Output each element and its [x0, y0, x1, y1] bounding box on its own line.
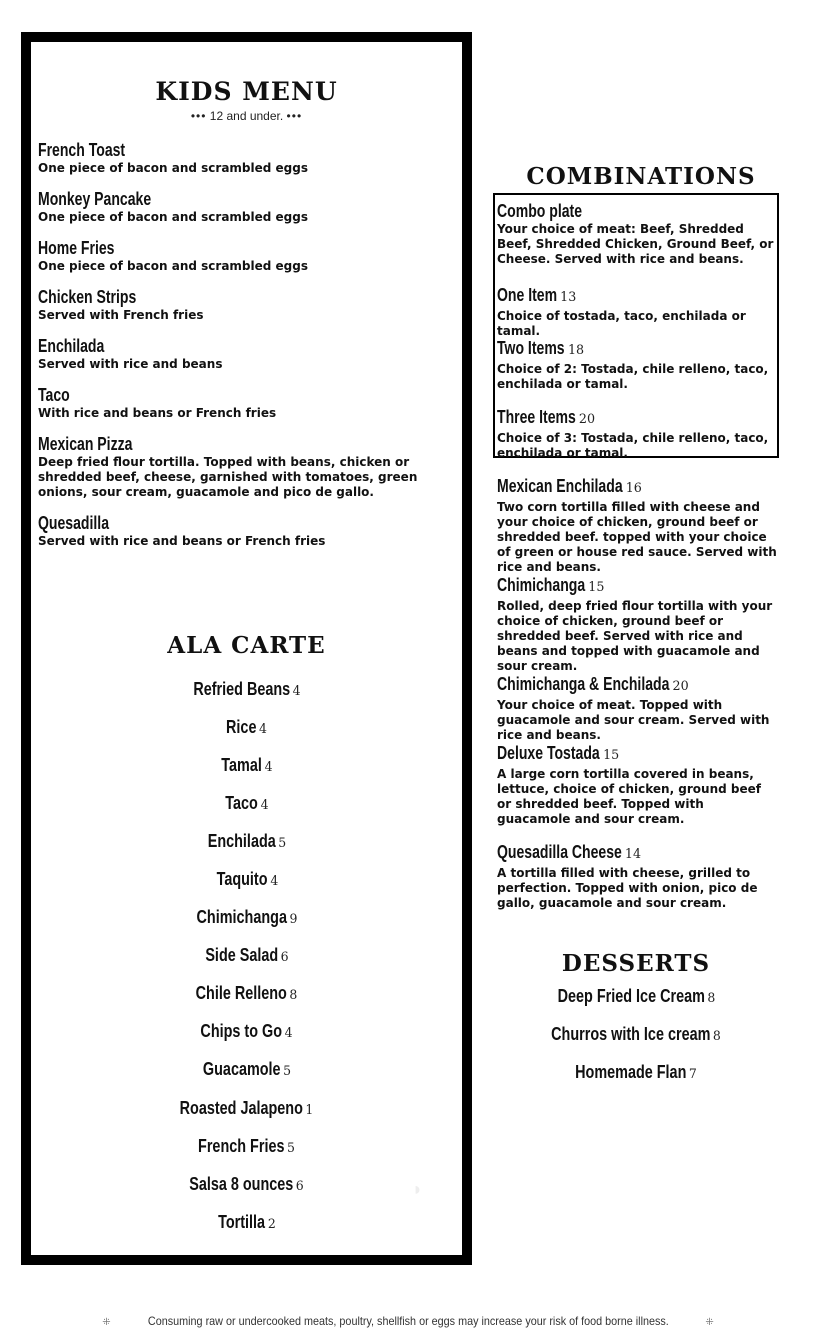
- dots-ornament-icon: •••: [190, 109, 207, 123]
- item-price: 18: [567, 343, 584, 358]
- age-note: 12 and under.: [209, 109, 284, 123]
- menu-item: [38, 384, 452, 421]
- item-price: 4: [259, 721, 268, 737]
- item-description: With rice and beans or French fries: [38, 406, 277, 420]
- item-price: 15: [602, 748, 619, 763]
- item-name: Rice: [226, 716, 257, 737]
- menu-item: [38, 335, 452, 372]
- item-name: Enchilada: [38, 336, 105, 356]
- menu-item: [496, 1015, 776, 1053]
- item-description: Your choice of meat: Beef, Shredded Beef, Shredded Chicken, Ground Beef, or Cheese. Served with rice and beans.: [497, 222, 774, 266]
- watermark-icon: ◗: [412, 1179, 423, 1199]
- item-name: Refried Beans: [193, 678, 290, 699]
- item-name: Churros with Ice cream: [551, 1023, 711, 1044]
- item-name: Enchilada: [207, 830, 276, 851]
- kids-menu-title: KIDS MENU: [155, 77, 338, 106]
- menu-item: [31, 1089, 462, 1127]
- item-price: 4: [260, 797, 269, 813]
- item-name: Chimichanga & Enchilada 20: [497, 673, 715, 698]
- ornament-right-icon: ⁜: [705, 1317, 714, 1328]
- menu-item: [497, 841, 777, 911]
- menu-item: [31, 937, 462, 975]
- item-price: 4: [269, 874, 278, 890]
- menu-item: [496, 977, 776, 1015]
- item-name: Salsa 8 ounces: [189, 1173, 294, 1194]
- menu-item: [497, 673, 777, 743]
- item-price: 1: [305, 1102, 314, 1118]
- item-description: One piece of bacon and scrambled eggs: [38, 161, 308, 175]
- menu-item: [31, 1165, 462, 1203]
- item-name: Three Items 20: [497, 406, 715, 431]
- menu-item: [31, 899, 462, 937]
- menu-item: [31, 1051, 462, 1089]
- item-name: Combo plate: [497, 201, 583, 221]
- desserts-title: DESSERTS: [561, 950, 711, 977]
- menu-item: [38, 433, 452, 500]
- item-name: Guacamole: [202, 1059, 281, 1080]
- item-name: Chicken Strips: [38, 287, 137, 307]
- menu-item: [38, 188, 452, 225]
- menu-item: [38, 512, 452, 549]
- item-price: 7: [689, 1066, 698, 1082]
- menu-item: [497, 406, 777, 461]
- ala-carte-title: ALA CARTE: [167, 632, 326, 659]
- menu-item: [497, 337, 777, 392]
- item-price: 4: [292, 683, 301, 699]
- menu-item: [31, 746, 462, 784]
- item-name: Quesadilla: [38, 513, 110, 533]
- item-description: Choice of tostada, taco, enchilada or tamal.: [497, 309, 746, 338]
- item-price: 15: [588, 580, 605, 595]
- item-price: 2: [267, 1216, 276, 1232]
- desserts-list: [496, 977, 776, 1091]
- kids-menu-list: [38, 139, 452, 561]
- item-price: 8: [707, 990, 716, 1006]
- item-price: 20: [672, 679, 689, 694]
- item-name: Tamal: [221, 754, 262, 775]
- item-price: 4: [284, 1026, 293, 1042]
- item-description: A tortilla filled with cheese, grilled to perfection. Topped with onion, pico de gallo, guacamole and sour cream.: [497, 866, 758, 910]
- ornament-left-icon: ⁜: [102, 1317, 111, 1328]
- food-safety-note: ⁜ Consuming raw or undercooked meats, poultry, shellfish or eggs may increase your risk of food borne illness. ⁜: [102, 1314, 714, 1328]
- item-description: Two corn tortilla filled with cheese and your choice of chicken, ground beef or shredded beef. topped with your choice of green or house red sauce. Served with rice and beans.: [497, 500, 777, 574]
- kids-menu-panel: [21, 32, 472, 1265]
- item-name: Taco: [225, 792, 258, 813]
- menu-item: [38, 286, 452, 323]
- menu-item: [497, 742, 777, 827]
- item-name: Chimichanga: [196, 907, 287, 928]
- menu-item: [31, 860, 462, 898]
- menu-item: [31, 708, 462, 746]
- item-name: French Fries: [198, 1135, 285, 1156]
- menu-item: [497, 284, 777, 339]
- item-price: 5: [282, 1064, 291, 1080]
- item-name: French Toast: [38, 140, 126, 160]
- menu-item: [38, 237, 452, 274]
- item-name: Deep Fried Ice Cream: [557, 985, 705, 1006]
- menu-item: [31, 1127, 462, 1165]
- item-name: Roasted Jalapeno: [179, 1097, 304, 1118]
- menu-item: [31, 670, 462, 708]
- item-price: 20: [578, 412, 596, 427]
- item-name: Home Fries: [38, 238, 115, 258]
- item-description: Served with rice and beans or French fries: [38, 534, 326, 548]
- menu-item: [38, 139, 452, 176]
- item-name: Chips to Go: [200, 1021, 283, 1042]
- item-price: 6: [280, 950, 289, 966]
- menu-item: [31, 975, 462, 1013]
- item-price: 8: [289, 988, 298, 1004]
- item-name: Taco: [38, 385, 70, 405]
- item-description: One piece of bacon and scrambled eggs: [38, 259, 308, 273]
- menu-item: [31, 822, 462, 860]
- item-description: Your choice of meat. Topped with guacamole and sour cream. Served with rice and beans.: [497, 698, 770, 742]
- item-name: Chile Relleno: [195, 983, 288, 1004]
- item-name: Mexican Enchilada 16: [497, 475, 715, 500]
- item-name: Side Salad: [205, 945, 278, 966]
- menu-item: [31, 784, 462, 822]
- item-description: Choice of 2: Tostada, chile relleno, taco, enchilada or tamal.: [497, 362, 769, 391]
- item-description: Served with rice and beans: [38, 357, 223, 371]
- item-name: Mexican Pizza: [38, 434, 133, 454]
- item-price: 8: [713, 1028, 722, 1044]
- kids-menu-subtitle: [31, 109, 462, 123]
- item-name: One Item 13: [497, 284, 715, 309]
- item-price: 9: [289, 912, 298, 928]
- menu-item: [31, 1013, 462, 1051]
- menu-item: [497, 200, 777, 267]
- item-price: 4: [264, 759, 273, 775]
- item-price: 6: [296, 1178, 305, 1194]
- item-description: Choice of 3: Tostada, chile relleno, taco, enchilada or tamal.: [497, 431, 769, 460]
- item-name: Two Items 18: [497, 337, 715, 362]
- menu-item: [496, 1053, 776, 1091]
- menu-item: [31, 1203, 462, 1241]
- item-description: Served with French fries: [38, 308, 204, 322]
- item-name: Homemade Flan: [575, 1061, 687, 1082]
- item-description: Rolled, deep fried flour tortilla with your choice of chicken, ground beef or shredded beef. Served with rice and beans and topped with guacamole and sour cream.: [497, 599, 773, 673]
- item-price: 13: [560, 290, 577, 305]
- item-price: 5: [287, 1140, 296, 1156]
- dots-ornament-icon: •••: [286, 109, 303, 123]
- item-name: Chimichanga 15: [497, 574, 715, 599]
- item-name: Quesadilla Cheese 14: [497, 841, 715, 866]
- combinations-title: COMBINATIONS: [526, 163, 756, 190]
- item-name: Deluxe Tostada 15: [497, 742, 715, 767]
- menu-item: [497, 574, 777, 674]
- item-name: Monkey Pancake: [38, 189, 152, 209]
- menu-item: [497, 475, 777, 575]
- item-description: A large corn tortilla covered in beans, lettuce, choice of chicken, ground beef or shredded beef. Topped with guacamole and sour cream.: [497, 767, 761, 826]
- item-description: Deep fried flour tortilla. Topped with beans, chicken or shredded beef, cheese, garnished with tomatoes, green onions, sour cream, guacamole and pico de gallo.: [38, 455, 418, 499]
- ala-carte-list: [31, 670, 462, 1241]
- item-name: Taquito: [216, 869, 268, 890]
- item-name: Tortilla: [218, 1211, 266, 1232]
- item-price: 16: [625, 481, 642, 496]
- item-price: 5: [278, 835, 287, 851]
- item-description: One piece of bacon and scrambled eggs: [38, 210, 308, 224]
- item-price: 14: [624, 847, 642, 862]
